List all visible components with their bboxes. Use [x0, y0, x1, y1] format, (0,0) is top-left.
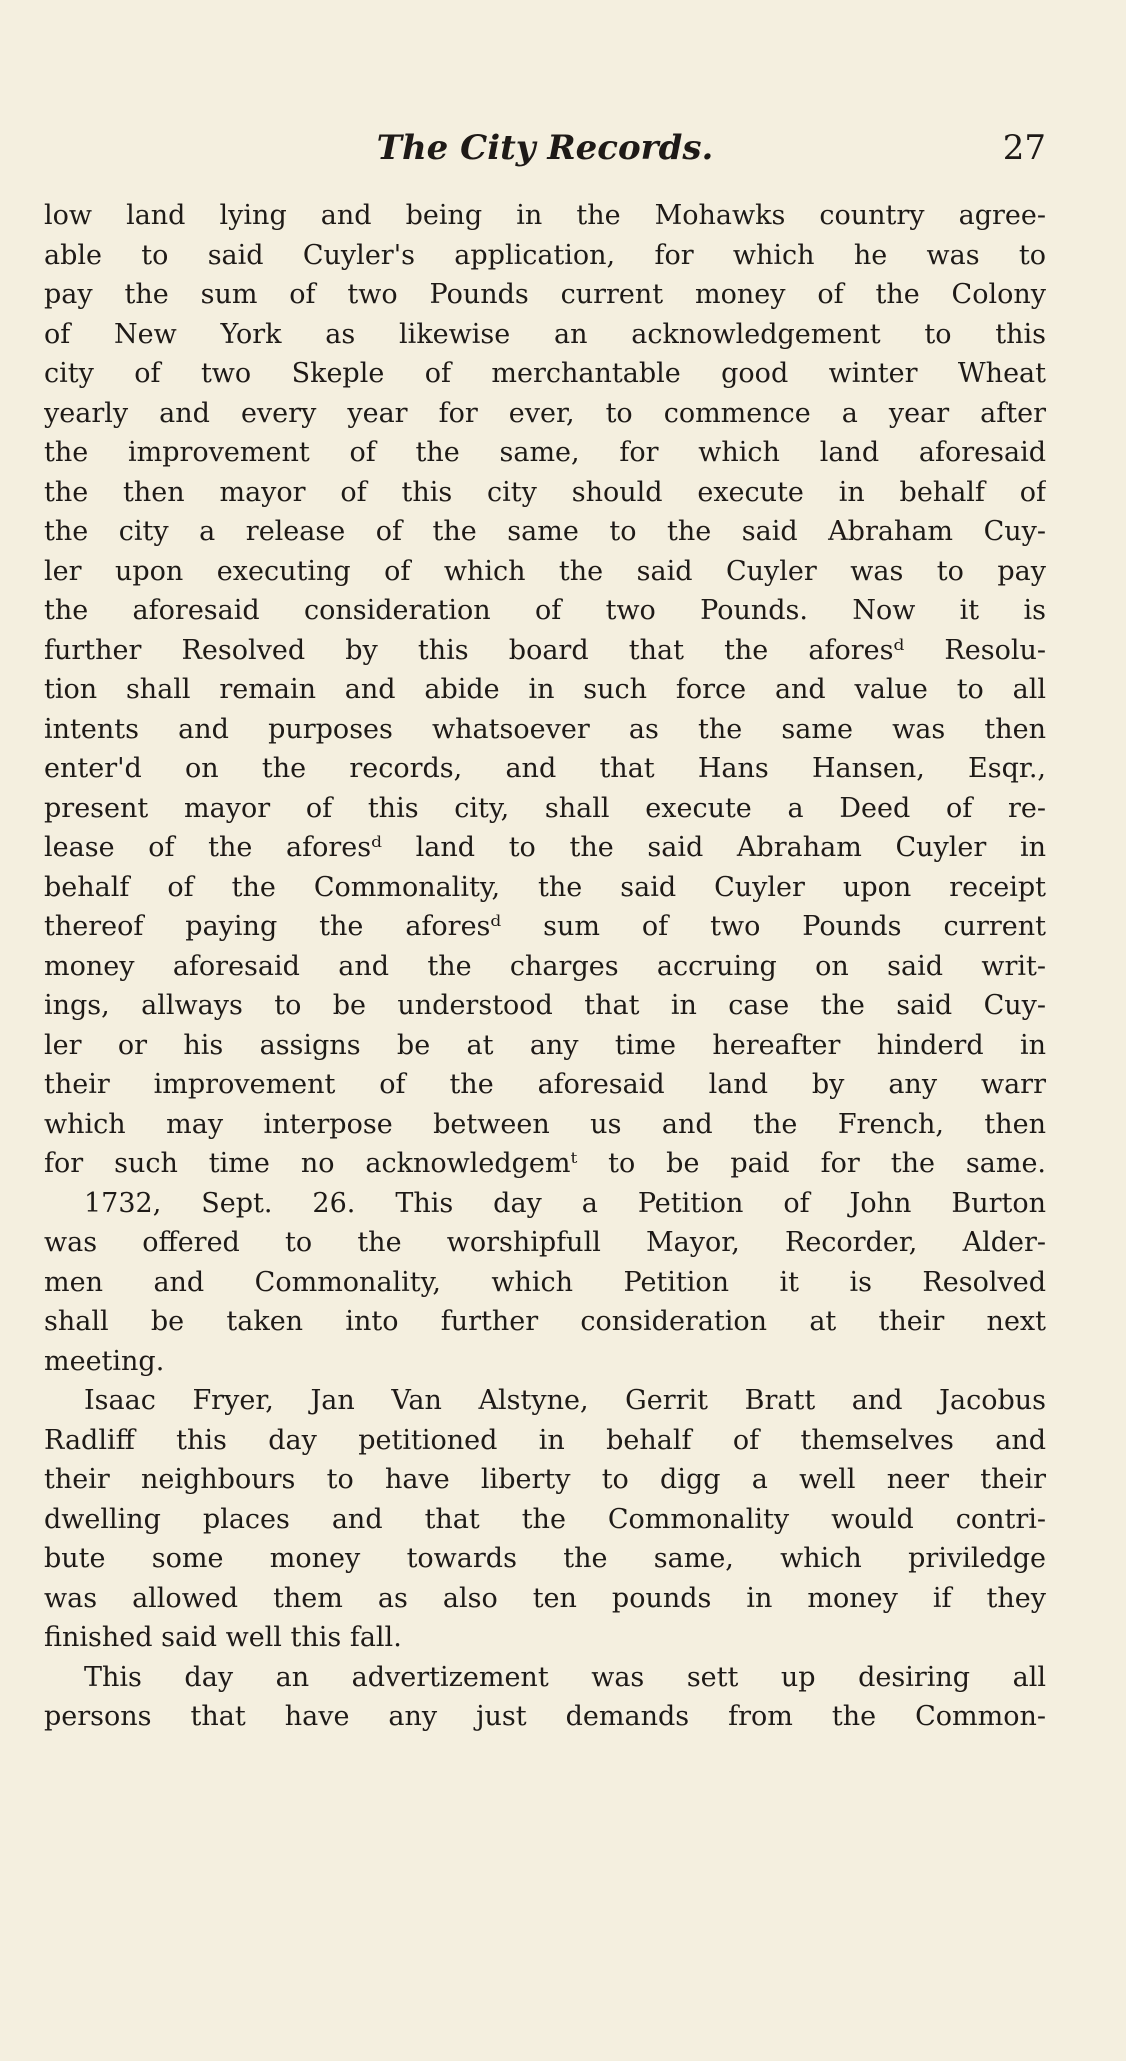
text-line: bute some money towards the same, which priviledge	[44, 1543, 1046, 1574]
text-line: This day an advertizement was sett up desiring all	[84, 1661, 1046, 1693]
text-line: the city a release of the same to the said Abraham Cuy-	[44, 516, 1046, 547]
text-line: which may interpose between us and the French, then	[44, 1108, 1046, 1140]
text-line: their improvement of the aforesaid land by any warr	[44, 1069, 1046, 1100]
page-number: 27	[1002, 128, 1046, 168]
text-line: tion shall remain and abide in such force and value to all	[44, 674, 1046, 705]
text-line: money aforesaid and the charges accruing on said writ-	[44, 950, 1046, 982]
text-line: of New York as likewise an acknowledgement to this	[44, 318, 1046, 350]
text-line: the then mayor of this city should execute in behalf of	[44, 476, 1046, 508]
text-line: persons that have any just demands from the Common-	[44, 1701, 1046, 1732]
text-line: intents and purposes whatsoever as the same was then	[44, 713, 1046, 745]
text-line: the improvement of the same, for which land aforesaid	[44, 437, 1046, 468]
text-line: ings, allways to be understood that in case the said Cuy-	[44, 990, 1046, 1021]
text-line: further Resolved by this board that the aforesᵈ Resolu-	[44, 634, 1046, 666]
text-line: ler or his assigns be at any time hereafter hinderd in	[44, 1029, 1046, 1061]
text-line: 1732, Sept. 26. This day a Petition of John Burton	[84, 1187, 1046, 1219]
text-line: shall be taken into further consideration at their next	[44, 1306, 1046, 1337]
text-line: enter'd on the records, and that Hans Hansen, Esqr.,	[44, 753, 1046, 784]
text-line: meeting.	[44, 1345, 165, 1377]
text-line: present mayor of this city, shall execute a Deed of re-	[44, 792, 1046, 824]
text-line: yearly and every year for ever, to commence a year after	[44, 397, 1046, 429]
text-line: thereof paying the aforesᵈ sum of two Pounds current	[44, 911, 1046, 942]
text-line: dwelling places and that the Commonality would contri-	[44, 1503, 1046, 1535]
text-line: behalf of the Commonality, the said Cuyler upon receipt	[44, 871, 1046, 903]
text-line: pay the sum of two Pounds current money of the Colony	[44, 279, 1046, 310]
text-line: Isaac Fryer, Jan Van Alstyne, Gerrit Bratt and Jacobus	[84, 1385, 1046, 1416]
text-line: ler upon executing of which the said Cuyler was to pay	[44, 555, 1046, 587]
running-header	[44, 128, 1046, 180]
text-line: able to said Cuyler's application, for which he was to	[44, 239, 1046, 271]
text-line: lease of the aforesᵈ land to the said Abraham Cuyler in	[44, 832, 1046, 863]
text-line: Radliff this day petitioned in behalf of themselves and	[44, 1424, 1046, 1456]
text-line: their neighbours to have liberty to digg a well neer their	[44, 1464, 1046, 1495]
text-line: was offered to the worshipfull Mayor, Recorder, Alder-	[44, 1227, 1046, 1258]
text-line: finished said well this fall.	[44, 1622, 402, 1653]
text-line: was allowed them as also ten pounds in money if they	[44, 1582, 1046, 1614]
running-title: The City Records.	[376, 128, 714, 168]
body-text	[44, 196, 1046, 1737]
text-line: men and Commonality, which Petition it is Resolved	[44, 1266, 1046, 1298]
text-line: the aforesaid consideration of two Pounds. Now it is	[44, 595, 1046, 626]
text-line: for such time no acknowledgemᵗ to be paid for the same.	[44, 1148, 1046, 1179]
text-line: low land lying and being in the Mohawks country agree-	[44, 200, 1046, 231]
text-line: city of two Skeple of merchantable good winter Wheat	[44, 358, 1046, 389]
